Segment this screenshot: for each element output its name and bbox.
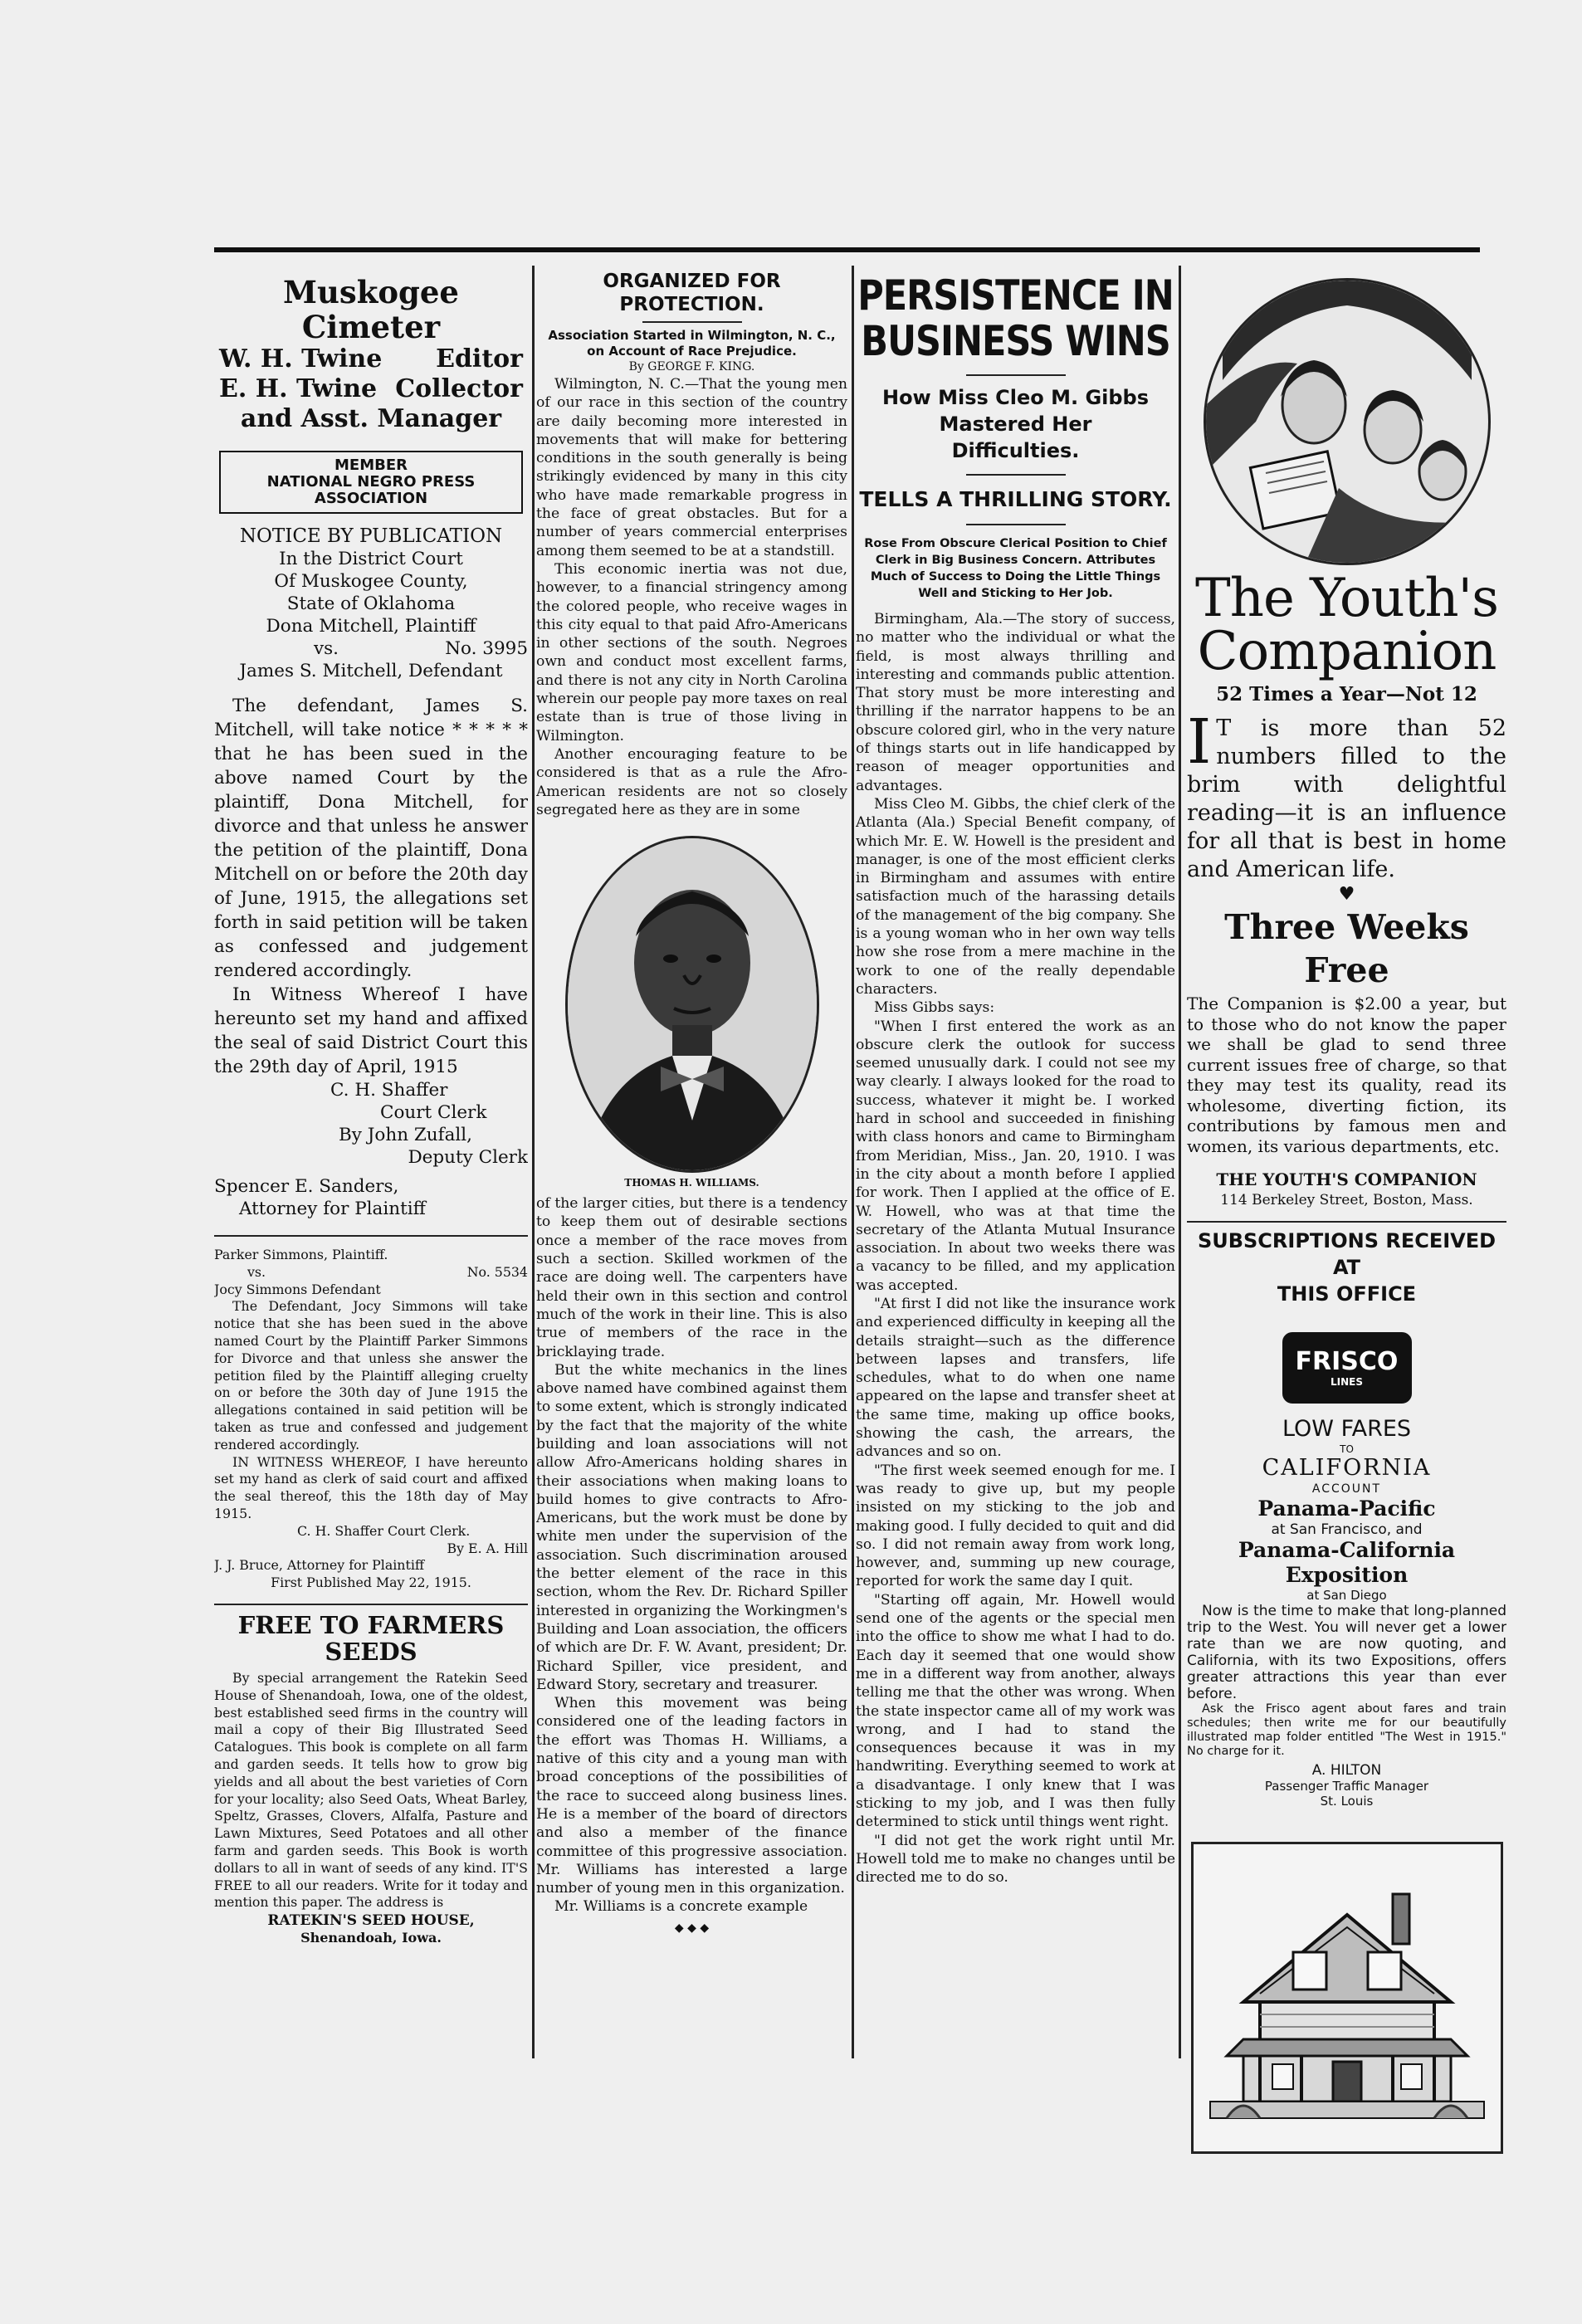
portrait-photo <box>565 836 819 1173</box>
notice1-signature-1: C. H. Shaffer <box>330 1080 448 1101</box>
protection-cont-1: of the larger cities, but there is a tendency to keep them out of desirable sections once a member of the race moves from such a section. Skilled workmen of the race are doing well. The carpenters have held their own in this section and control much of the work in their line. This is also true of members of the race in the bricklaying trade. <box>536 1195 847 1360</box>
notice-divorce-simmons <box>214 1247 528 1592</box>
frisco-agent: A. HILTON <box>1311 1762 1382 1779</box>
frisco-ad <box>1187 1332 1506 1809</box>
persistence-para-4: "When I first entered the work as an obscure clerk the outlook for success seemed unusually dark. I could not see my way clearly. I always looked for the road to success, whatever it might be. I worked hard in school and succeeded in finishing with class honors and came to Birmingham from Meridian, Miss., Jan. 20, 1910. I was in the city about a month before I applied for work. Then I applied at the office of E. W. Howell, who was at that time the secretary of the Atlanta Mutual Insurance association. In about two weeks there was a vacancy to be filled, and my application was accepted. <box>856 1018 1175 1294</box>
frisco-california: CALIFORNIA <box>1262 1455 1432 1481</box>
headline-rule <box>966 474 1066 476</box>
youths-companion-frequency: 52 Times a Year—Not 12 <box>1216 683 1477 706</box>
frisco-expo-1-place: at San Francisco, and <box>1271 1521 1423 1538</box>
notice-divorce-mitchell <box>214 525 528 1220</box>
frisco-expo-2-place: at San Diego <box>1306 1588 1387 1603</box>
column-rule-2 <box>852 266 854 2058</box>
notice1-signature-4: Deputy Clerk <box>408 1147 528 1168</box>
notice2-attorney: J. J. Bruce, Attorney for Plaintiff <box>214 1557 425 1574</box>
masthead-title: Muskogee Cimeter <box>283 274 459 345</box>
protection-para-1: Wilmington, N. C.—That the young men of our race in this section of the country are daily becoming more interested in movements that will make for bettering conditions in the south generally is being strikingly evidenced by many in this city who have made remarkable progress in the face of great obstacles. But for a number of years commercial enterprises among them seemed to be at a standstill. <box>536 376 847 559</box>
youths-companion-lead-text: T is more than 52 numbers filled to the brim with delightful reading—it is an influence for all that is best in home and American life. <box>1187 715 1506 882</box>
collector-role: Collector <box>395 374 523 403</box>
notice1-plaintiff: Dona Mitchell, Plaintiff <box>266 616 476 637</box>
persistence-deck-2: TELLS A THRILLING STORY. <box>859 487 1172 511</box>
column-1 <box>214 270 528 1946</box>
protection-deck: Association Started in Wilmington, N. C., on Account of Race Prejudice. <box>548 328 836 359</box>
frisco-logo-subtext: LINES <box>1331 1376 1363 1388</box>
notice2-body: The Defendant, Jocy Simmons will take notice that she has been sued in the above named Court by the Plaintiff Parker Simmons for Divorce and that unless she answer the petition filed by the Plaintiff alleging cruelty on or before the 30th day of June 1915 the allegations contained in said petition will be taken as true and confessed and judgement rendered accordingly. <box>214 1298 528 1452</box>
headline-rule <box>642 321 742 323</box>
three-weeks-free-heading: Three Weeks Free <box>1224 907 1469 990</box>
member-line-2: NATIONAL NEGRO PRESS <box>266 473 476 491</box>
house-drawing <box>1194 1844 1501 2151</box>
notice2-vs: vs. <box>247 1263 266 1280</box>
seed-house-city: Shenandoah, Iowa. <box>300 1930 442 1946</box>
column-rule-3 <box>1179 266 1181 2058</box>
protection-para-3: Another encouraging feature to be considered is that as a rule the Afro-American residents are not so closely segregated here as they are in some <box>536 745 847 818</box>
divider <box>1187 1221 1506 1223</box>
frisco-to: TO <box>1340 1443 1354 1455</box>
farmers-headline-1: FREE TO FARMERS <box>237 1610 505 1639</box>
subscriptions-line-1: SUBSCRIPTIONS RECEIVED AT <box>1197 1229 1497 1279</box>
notice2-clerk: C. H. Shaffer Court Clerk. <box>297 1522 471 1539</box>
member-line-1: MEMBER <box>334 456 408 474</box>
notice2-case-line <box>214 1264 528 1282</box>
frisco-expo-1: Panama-Pacific <box>1257 1496 1436 1521</box>
notice1-case-line <box>214 637 528 660</box>
notice1-body: The defendant, James S. Mitchell, will take notice * * * * * that he has been sued in the above named Court by the plaintiff, Dona Mitchell, for divorce and that unless he answer the petition of the plaintiff, Dona Mitchell on or before the 20th day of June, 1915, the allegations set forth in said petition will be taken as confessed and judgement rendered accordingly. <box>214 696 528 981</box>
protection-cont-4: Mr. Williams is a concrete example <box>554 1898 808 1916</box>
notice2-defendant: Jocy Simmons Defendant <box>214 1281 381 1297</box>
persistence-headline-2: BUSINESS WINS <box>861 318 1170 366</box>
notice2-plaintiff: Parker Simmons, Plaintiff. <box>214 1247 388 1262</box>
persistence-para-3: Miss Gibbs says: <box>874 999 995 1017</box>
persistence-para-1: Birmingham, Ala.—The story of success, no matter who the individual or what the field, is most always thrilling and interesting and commands public attention. That story must be more interesting and thrilling if the narrator happens to be an obscure colored girl, who in the very nature of things starts out in life handicapped by reason of meager opportunities and advantages. <box>856 611 1175 794</box>
youths-companion-address: 114 Berkeley Street, Boston, Mass. <box>1220 1192 1473 1208</box>
persistence-headline-1: PERSISTENCE IN <box>857 272 1174 320</box>
frisco-lines-logo <box>1282 1332 1412 1404</box>
frisco-expo-2b: Exposition <box>1285 1563 1409 1587</box>
court-line-3: State of Oklahoma <box>286 593 456 614</box>
persistence-para-6: "The first week seemed enough for me. I was ready to give up, but my people insisted on my sticking to the job and making good. I fully decided to quit and did so. I did not remain away from work long, however, and, summing up new courage, reported for work the same day I quit. <box>856 1462 1175 1590</box>
column-4 <box>1187 270 1506 2154</box>
column-2 <box>536 270 847 1935</box>
court-line-2: Of Muskogee County, <box>274 571 468 592</box>
farmers-headline-2: SEEDS <box>325 1637 417 1666</box>
frisco-low-fares: LOW FARES <box>1282 1416 1412 1442</box>
notice1-signature-3: By John Zufall, <box>339 1125 473 1145</box>
youths-companion-offer: The Companion is $2.00 a year, but to those who do not know the paper we shall be glad to send three current issues free of charge, so that they may test its quality, read its wholesome, diverting fiction, its contributions by famous men and women, its various departments, etc. <box>1187 994 1506 1156</box>
persistence-deck-1: How Miss Cleo M. Gibbs Mastered Her Difficulties. <box>881 386 1150 462</box>
divider <box>214 1235 528 1237</box>
farmers-body: By special arrangement the Ratekin Seed House of Shenandoah, Iowa, one of the oldest, best established seed firms in the country will mail a copy of their Big Illustrated Seed Catalogues. This book is complete on all farm and garden seeds. It tells how to grow big yields and all about the best varieties of Corn for your locality; also Seed Oats, Wheat Barley, Speltz, Grasses, Clovers, Alfalfa, Pasture and Lawn Mixtures, Seed Potatoes and all other farm and garden seeds. This Book is worth dollars to all in want of seeds of any kind. IT'S FREE to all our readers. Write for it today and mention this paper. The address is <box>214 1669 528 1911</box>
headline-rule <box>966 524 1066 525</box>
protection-cont-2: But the white mechanics in the lines above named have combined against them to some extent, which is strongly indicated by the fact that the majority of the white building and loan associations will not allow Afro-Americans holding shares in their associations when making loans to build homes to give contracts to Afro-Americans, but the work must be done by white men under the supervision of the association. Such discrimination aroused the better element of the race in this section, whom the Rev. Dr. Richard Spiller interested in organizing the Workingmen's Building and Loan association, the officers of which are Dr. F. W. Avant, president; Dr. Richard Spiller, vice president, and Edward Story, secretary and treasurer. <box>536 1361 847 1693</box>
youths-companion-name: THE YOUTH'S COMPANION <box>1216 1169 1477 1189</box>
youths-companion-illustration <box>1204 278 1491 565</box>
masthead-assistant-line: and Asst. Manager <box>240 404 502 433</box>
drop-cap: I <box>1187 706 1212 778</box>
portrait-image <box>568 838 817 1170</box>
notice2-deputy: By E. A. Hill <box>447 1540 528 1556</box>
court-line-1: In the District Court <box>279 549 463 569</box>
notice1-attorney-role: Attorney for Plaintiff <box>239 1199 426 1219</box>
farmers-seed-ad <box>214 1612 528 1946</box>
subscriptions-line-2: THIS OFFICE <box>1277 1282 1417 1306</box>
persistence-para-5: "At first I did not like the insurance work and experienced difficulty in keeping all the details straight—such as the difference between lapses and transfers, life schedules, what to do when one name appeared on the lapse and transfer sheet at the same time, making up office books, showing the cash, the arrears, the advances and so on. <box>856 1295 1175 1461</box>
frisco-agent-title: Passenger Traffic Manager <box>1264 1779 1429 1794</box>
frisco-expo-2: Panama-California <box>1238 1538 1456 1562</box>
divider <box>214 1604 528 1605</box>
editor-name: W. H. Twine <box>219 344 383 374</box>
frisco-account: ACCOUNT <box>1311 1482 1382 1496</box>
top-rule <box>214 247 1480 252</box>
masthead-collector-line <box>214 374 528 404</box>
column-3 <box>856 270 1175 1887</box>
notice2-witness: IN WITNESS WHEREOF, I have hereunto set my hand as clerk of said court and affixed the seal thereof, this the 18th day of May 1915. <box>214 1453 528 1521</box>
frisco-agent-city: St. Louis <box>1320 1794 1374 1809</box>
protection-para-2: This economic inertia was not due, however, to a financial stringency among the colored people, who receive wages in this city equal to that paid Afro-Americans in other sections of the south. Negroes own and conduct most excellent farms, and there is not any city in North Carolina wherein our people pay more taxes on real estate than is true of those living in Wilmington. <box>536 560 847 745</box>
notice-heading: NOTICE BY PUBLICATION <box>239 525 503 547</box>
masthead <box>214 275 528 514</box>
frisco-body: Now is the time to make that long-planned trip to the West. You will never get a lower rate than we are now quoting, and California, with its two Expositions, offers greater attractions this year than ever before. <box>1187 1603 1506 1702</box>
press-association-box <box>219 451 523 514</box>
persistence-para-7: "Starting off again, Mr. Howell would send one of the agents or the special men into the office to show me what I had to do. Each day it seemed that one would show me in a different way from another, always telling me that the other was wrong. When the state inspector came all of my work was wrong, and I had to stand the consequences because it was in my handwriting. Everything seemed to work at a disadvantage. I only knew that I was sticking to my job, and I was then fully determined to stick until things went right. <box>856 1591 1175 1831</box>
persistence-para-2: Miss Cleo M. Gibbs, the chief clerk of the Atlanta (Ala.) Special Benefit company, of which Mr. E. W. Howell is the president and manager, is one of the most efficient clerks in Birmingham and assumes with entire satisfaction much of the harassing details of the management of the big company. She is a young woman who in her own way tells how she rose from a mere machine in the work to one of the really dependable characters. <box>856 795 1175 998</box>
protection-cont-3: When this movement was being considered one of the leading factors in the effort was Thomas H. Williams, a native of this city and a young man with broad conceptions of the possibilities of the race to succeed along business lines. He is a member of the board of directors and also a member of the finance committee of this progressive association. Mr. Williams has interested a large number of young men in this organization. <box>536 1695 847 1897</box>
protection-byline: By GEORGE F. KING. <box>628 360 755 374</box>
notice1-vs: vs. <box>314 638 339 659</box>
article-end-ornament: ◆ ◆ ◆ <box>674 1921 710 1935</box>
youths-companion-lead <box>1187 706 1506 884</box>
portrait-caption: THOMAS H. WILLIAMS. <box>624 1177 759 1189</box>
notice1-attorney-name: Spencer E. Sanders, <box>214 1176 399 1197</box>
heart-ornament: ♥ <box>1338 884 1355 905</box>
persistence-para-8: "I did not get the work right until Mr. Howell told me to make no changes until be directed me to do so. <box>856 1832 1175 1887</box>
youths-companion-logo-line-1: The Youth's <box>1195 568 1498 629</box>
collector-name: E. H. Twine <box>219 374 378 403</box>
frisco-logo-text: FRISCO <box>1295 1347 1399 1376</box>
frisco-body-2: Ask the Frisco agent about fares and train schedules; then write me for our beautifully illustrated map folder entitled "The West in 1915." No charge for it. <box>1187 1702 1506 1758</box>
member-line-3: ASSOCIATION <box>314 490 428 507</box>
notice2-number: No. 5534 <box>466 1263 528 1280</box>
notice1-signature-2: Court Clerk <box>380 1102 487 1123</box>
youths-companion-logo-line-2: Companion <box>1197 621 1497 682</box>
house-illustration <box>1191 1842 1503 2154</box>
notice1-witness: In Witness Whereof I have hereunto set my hand and affixed the seal of said District Court this the 29th day of April, 1915 <box>214 984 528 1077</box>
seed-house-name: RATEKIN'S SEED HOUSE, <box>267 1912 475 1930</box>
persistence-deck-3: Rose From Obscure Clerical Position to Chief Clerk in Big Business Concern. Attributes Much of Success to Doing the Little Things Well and Sticking to Her Job. <box>864 537 1167 600</box>
column-rule-1 <box>532 266 535 2058</box>
notice1-defendant: James S. Mitchell, Defendant <box>239 661 503 681</box>
notice2-published: First Published May 22, 1915. <box>271 1575 471 1591</box>
editor-role: Editor <box>436 344 523 374</box>
headline-rule <box>966 374 1066 376</box>
masthead-editor-line <box>214 344 528 374</box>
reading-family-illustration <box>1206 281 1488 563</box>
protection-headline: ORGANIZED FOR PROTECTION. <box>603 271 781 315</box>
notice1-number: No. 3995 <box>445 638 528 659</box>
